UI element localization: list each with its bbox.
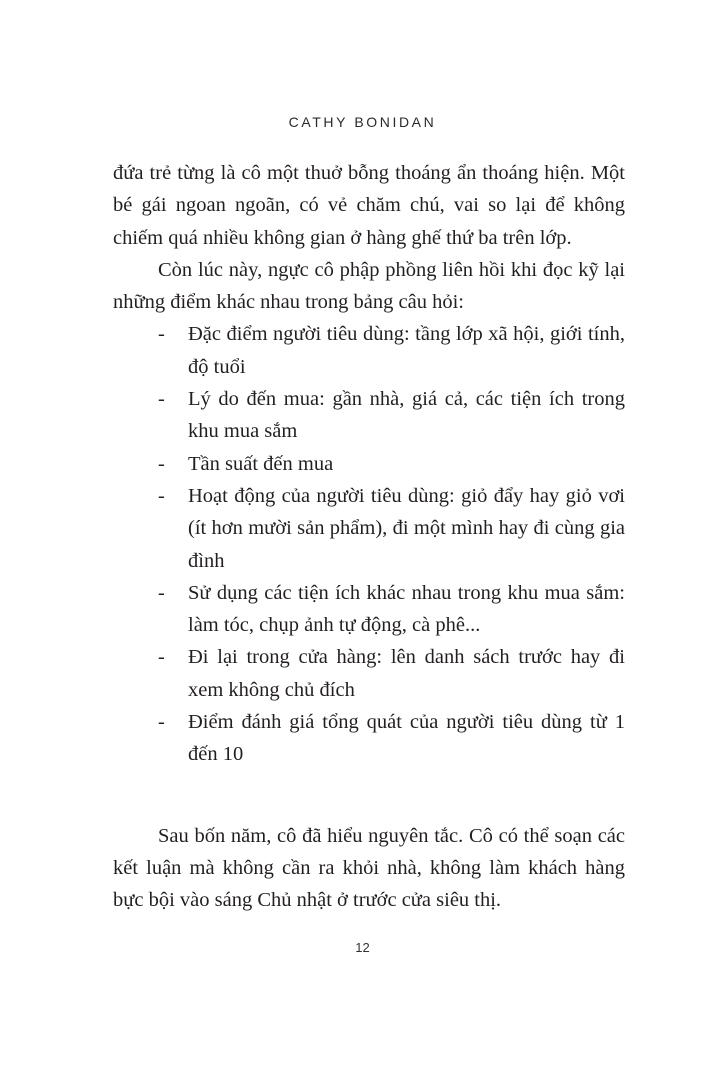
list-item-text: Tần suất đến mua xyxy=(188,452,334,475)
bullet-dash: - xyxy=(158,323,165,346)
section-spacer xyxy=(113,771,625,820)
list-item-text: Điểm đánh giá tổng quát của người tiêu dùng từ 1 đến 10 xyxy=(188,711,625,766)
list-item xyxy=(113,448,625,480)
list-item xyxy=(113,641,625,706)
paragraph-conclusion: Sau bốn năm, cô đã hiểu nguyên tắc. Cô có thể soạn các kết luận mà không cần ra khỏi nhà, không làm khách hàng bực bội vào sáng Chủ nhật ở trước cửa siêu thị. xyxy=(113,824,625,912)
bullet-dash: - xyxy=(158,388,165,411)
list-item xyxy=(113,318,625,383)
list-item xyxy=(113,577,625,642)
questionnaire-list xyxy=(113,318,625,770)
bullet-dash: - xyxy=(158,581,165,604)
page-number: 12 xyxy=(355,940,370,955)
list-item-text: Sử dụng các tiện ích khác nhau trong khu mua sắm: làm tóc, chụp ảnh tự động, cà phê... xyxy=(188,581,625,637)
bullet-dash: - xyxy=(158,711,165,734)
paragraph-continuation: đứa trẻ từng là cô một thuở bỗng thoáng ẩn thoáng hiện. Một bé gái ngoan ngoãn, có vẻ chăm chú, vai so lại để không chiếm quá nhiều không gian ở hàng ghế thứ ba trên lớp. xyxy=(113,162,625,249)
page-body xyxy=(113,157,625,917)
bullet-dash: - xyxy=(158,452,165,475)
list-item xyxy=(113,383,625,448)
list-item-text: Đặc điểm người tiêu dùng: tầng lớp xã hội, giới tính, độ tuổi xyxy=(188,323,625,378)
list-item-text: Hoạt động của người tiêu dùng: giỏ đẩy hay giỏ vơi (ít hơn mười sản phẩm), đi một mình hay đi cùng gia đình xyxy=(188,484,625,572)
paragraph-questionnaire-intro: Còn lúc này, ngực cô phập phồng liên hồi khi đọc kỹ lại những điểm khác nhau trong bảng câu hỏi: xyxy=(113,258,625,314)
bullet-dash: - xyxy=(158,646,165,669)
list-item xyxy=(113,480,625,577)
list-item-text: Lý do đến mua: gần nhà, giá cả, các tiện ích trong khu mua sắm xyxy=(188,388,625,443)
bullet-dash: - xyxy=(158,484,165,507)
list-item-text: Đi lại trong cửa hàng: lên danh sách trước hay đi xem không chủ đích xyxy=(188,646,625,701)
running-header: CATHY BONIDAN xyxy=(288,114,437,130)
list-item xyxy=(113,706,625,771)
